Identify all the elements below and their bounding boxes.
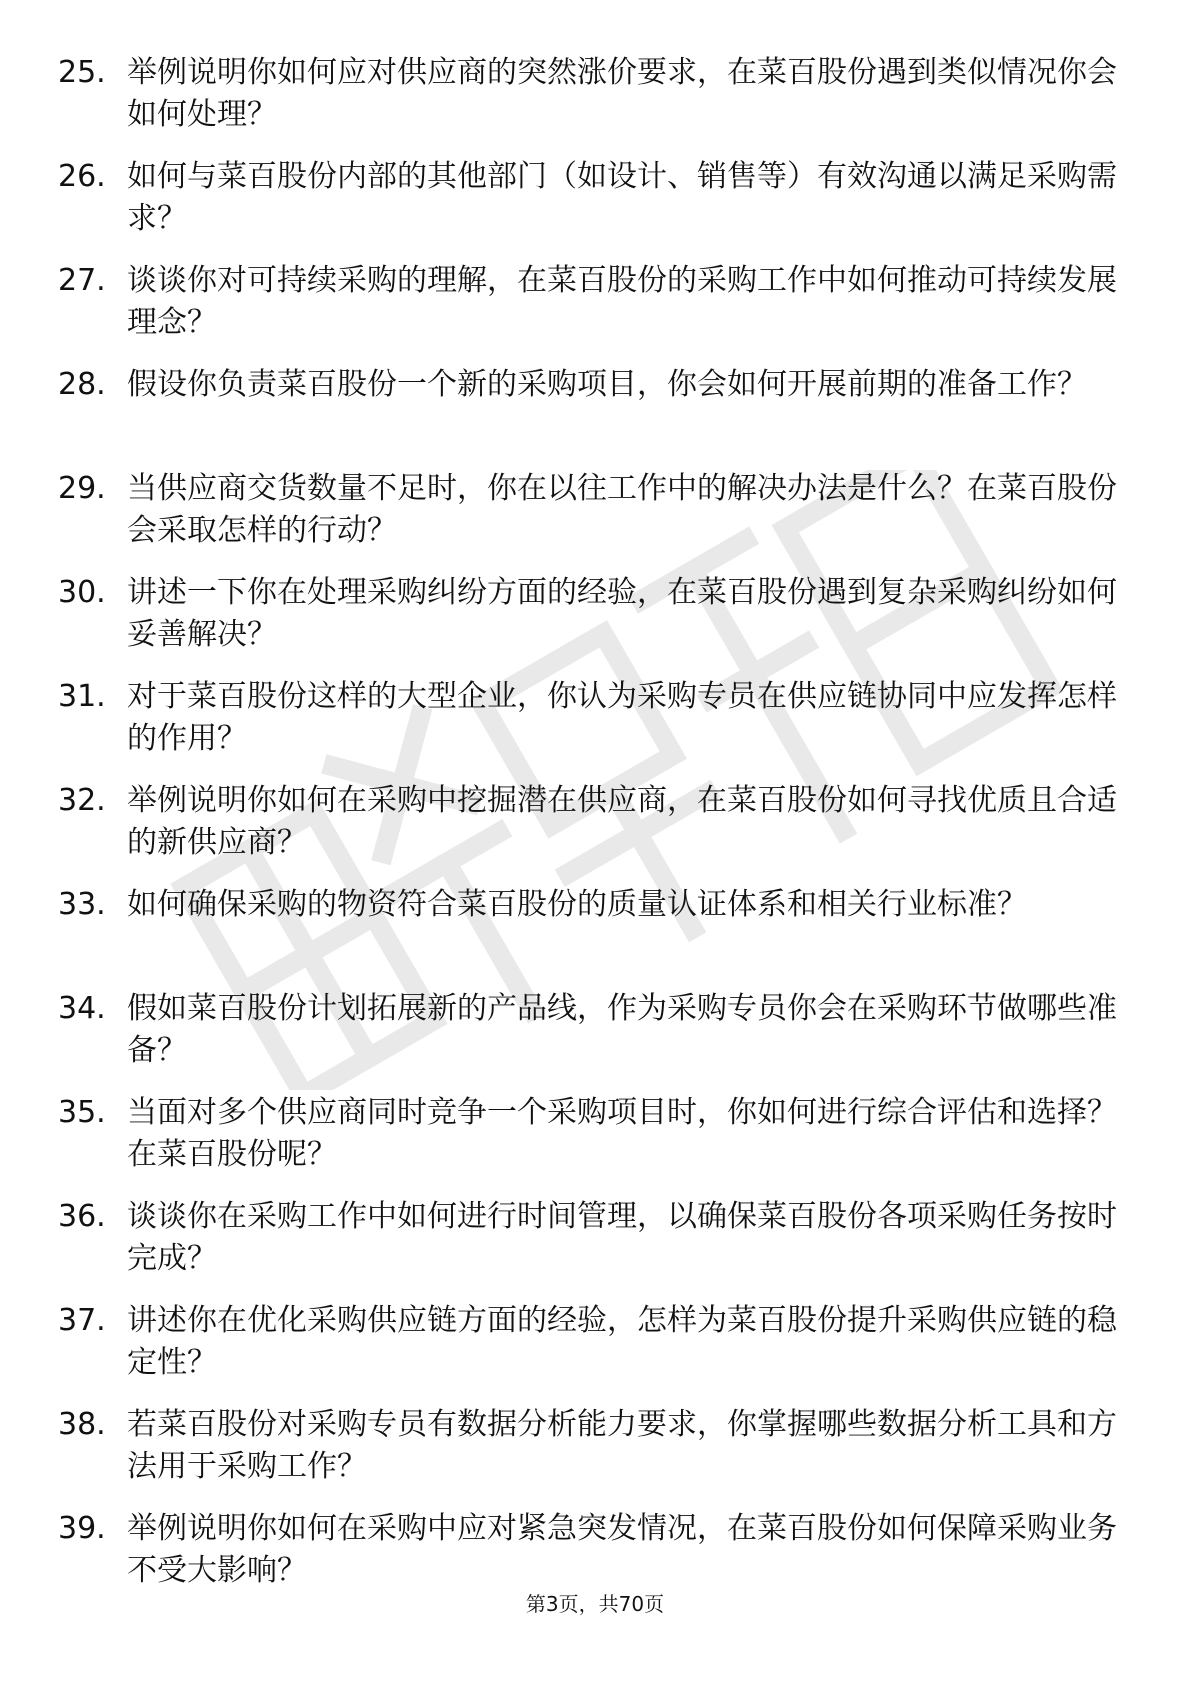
question-item <box>0 52 1190 156</box>
question-text: 谈谈你对可持续采购的理解，在菜百股份的采购工作中如何推动可持续发展理念？ <box>127 263 1117 340</box>
question-text: 举例说明你如何在采购中应对紧急突发情况，在菜百股份如何保障采购业务不受大影响？ <box>127 1511 1117 1588</box>
question-number: 30. <box>58 575 106 610</box>
question-item <box>0 1300 1190 1404</box>
question-number: 39. <box>58 1511 106 1546</box>
question-item <box>0 884 1190 988</box>
question-item <box>0 1196 1190 1300</box>
question-item <box>0 572 1190 676</box>
question-number: 32. <box>58 783 106 818</box>
question-item <box>0 1092 1190 1196</box>
question-item <box>0 364 1190 468</box>
question-number: 29. <box>58 471 106 506</box>
question-item <box>0 988 1190 1092</box>
question-number: 35. <box>58 1095 106 1130</box>
question-text: 举例说明你如何应对供应商的突然涨价要求，在菜百股份遇到类似情况你会如何处理？ <box>127 55 1117 132</box>
question-number: 27. <box>58 263 106 298</box>
question-text: 如何确保采购的物资符合菜百股份的质量认证体系和相关行业标准？ <box>127 887 1027 922</box>
question-text: 若菜百股份对采购专员有数据分析能力要求，你掌握哪些数据分析工具和方法用于采购工作？ <box>127 1407 1117 1484</box>
question-item <box>0 780 1190 884</box>
question-number: 33. <box>58 887 106 922</box>
question-number: 34. <box>58 991 106 1026</box>
question-text: 讲述一下你在处理采购纠纷方面的经验，在菜百股份遇到复杂采购纠纷如何妥善解决？ <box>127 575 1117 652</box>
question-text: 讲述你在优化采购供应链方面的经验，怎样为菜百股份提升采购供应链的稳定性？ <box>127 1303 1117 1380</box>
question-text: 如何与菜百股份内部的其他部门（如设计、销售等）有效沟通以满足采购需求？ <box>127 159 1117 236</box>
question-item <box>0 260 1190 364</box>
question-text: 谈谈你在采购工作中如何进行时间管理，以确保菜百股份各项采购任务按时完成？ <box>127 1199 1117 1276</box>
question-number: 36. <box>58 1199 106 1234</box>
question-list <box>0 52 1190 1612</box>
question-text: 当供应商交货数量不足时，你在以往工作中的解决办法是什么？在菜百股份会采取怎样的行动？ <box>127 471 1117 548</box>
question-text: 当面对多个供应商同时竞争一个采购项目时，你如何进行综合评估和选择？在菜百股份呢？ <box>127 1095 1117 1172</box>
question-text: 对于菜百股份这样的大型企业，你认为采购专员在供应链协同中应发挥怎样的作用？ <box>127 679 1117 756</box>
question-number: 26. <box>58 159 106 194</box>
question-number: 28. <box>58 367 106 402</box>
question-number: 31. <box>58 679 106 714</box>
question-number: 37. <box>58 1303 106 1338</box>
question-item <box>0 1404 1190 1508</box>
question-number: 25. <box>58 55 106 90</box>
question-text: 举例说明你如何在采购中挖掘潜在供应商，在菜百股份如何寻找优质且合适的新供应商？ <box>127 783 1117 860</box>
question-number: 38. <box>58 1407 106 1442</box>
page-footer: 第3页，共70页 <box>525 1592 665 1616</box>
question-item <box>0 676 1190 780</box>
question-item <box>0 156 1190 260</box>
question-text: 假如菜百股份计划拓展新的产品线，作为采购专员你会在采购环节做哪些准备？ <box>127 991 1117 1068</box>
question-item <box>0 468 1190 572</box>
question-text: 假设你负责菜百股份一个新的采购项目，你会如何开展前期的准备工作？ <box>127 367 1087 402</box>
